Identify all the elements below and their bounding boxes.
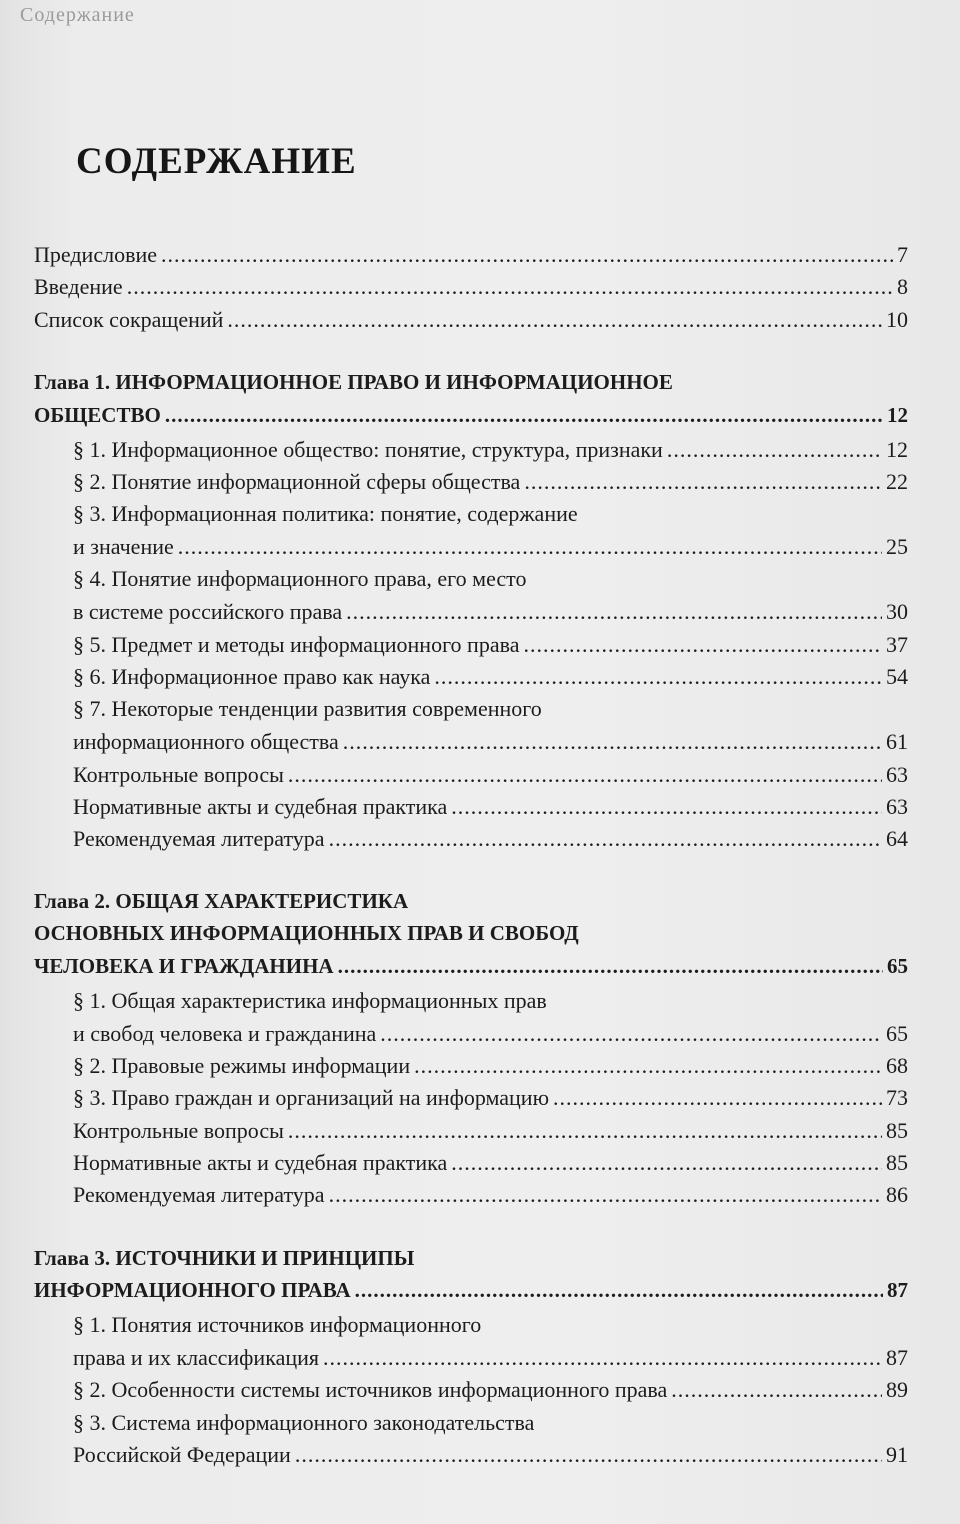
section-entry xyxy=(73,1019,908,1049)
dot-leader xyxy=(434,662,882,692)
toc-page-number: 65 xyxy=(887,954,908,978)
toc-entry-title: Контрольные вопросы xyxy=(73,1118,284,1143)
toc-entry-title: Российской Федерации xyxy=(73,1442,291,1467)
dot-leader xyxy=(161,240,893,270)
toc-page-number: 12 xyxy=(886,437,908,462)
toc-entry-title: Нормативные акты и судебная практика xyxy=(73,1150,448,1175)
section-entry xyxy=(73,1180,908,1210)
section-entry xyxy=(73,1375,908,1405)
chapter-heading: Глава 3. ИСТОЧНИКИ И ПРИНЦИПЫ xyxy=(34,1246,415,1270)
chapter-heading-last-line xyxy=(34,1275,908,1305)
dot-leader xyxy=(165,400,883,430)
dot-leader xyxy=(380,1019,882,1049)
dot-leader xyxy=(553,1083,882,1113)
toc-entry-title: в системе российского права xyxy=(73,599,343,624)
toc-entry-line: § 4. Понятие информационного права, его место xyxy=(73,566,527,591)
toc-page-number: 63 xyxy=(886,794,908,819)
dot-leader xyxy=(667,435,882,465)
toc-entry-title: и свобод человека и гражданина xyxy=(73,1021,377,1046)
chapter-heading-last-line xyxy=(34,951,908,981)
dot-leader xyxy=(178,532,882,562)
dot-leader xyxy=(451,1148,882,1178)
chapter-heading-last-line xyxy=(34,400,908,430)
front-matter-entry xyxy=(34,240,908,270)
toc-entry-line: § 1. Общая характеристика информационных прав xyxy=(73,988,547,1013)
dot-leader xyxy=(524,467,882,497)
toc-entry-line: § 3. Информационная политика: понятие, содержание xyxy=(73,501,578,526)
toc-entry-title: § 1. Информационное общество: понятие, структура, признаки xyxy=(73,437,663,462)
section-entry xyxy=(73,630,908,660)
chapter-heading: ОСНОВНЫХ ИНФОРМАЦИОННЫХ ПРАВ И СВОБОД xyxy=(34,921,579,945)
toc-entry-title: Контрольные вопросы xyxy=(73,762,284,787)
toc-page-number: 12 xyxy=(887,403,908,427)
toc-page-number: 54 xyxy=(886,664,908,689)
toc-page-number: 22 xyxy=(886,469,908,494)
dot-leader xyxy=(338,951,883,981)
toc-page-number: 8 xyxy=(897,274,908,299)
section-entry xyxy=(73,760,908,790)
toc-page-number: 30 xyxy=(886,599,908,624)
dot-leader xyxy=(295,1440,882,1470)
section-entry xyxy=(73,1116,908,1146)
toc-entry-title: § 6. Информационное право как наука xyxy=(73,664,431,689)
toc-entry-title: § 2. Понятие информационной сферы общества xyxy=(73,469,521,494)
section-entry xyxy=(73,792,908,822)
section-entry xyxy=(73,1148,908,1178)
section-entry xyxy=(73,1083,908,1113)
toc-entry-title: Введение xyxy=(34,274,123,299)
toc-page-number: 91 xyxy=(886,1442,908,1467)
toc-entry-title: ИНФОРМАЦИОННОГО ПРАВА xyxy=(34,1278,351,1302)
dot-leader xyxy=(329,1180,882,1210)
toc-entry-line: § 3. Система информационного законодательства xyxy=(73,1410,535,1435)
toc-entry-title: § 2. Правовые режимы информации xyxy=(73,1053,411,1078)
toc-entry-title: Рекомендуемая литература xyxy=(73,826,325,851)
toc-entry-line: § 7. Некоторые тенденции развития современного xyxy=(73,696,542,721)
section-entry xyxy=(73,727,908,757)
toc-page-number: 68 xyxy=(886,1053,908,1078)
dot-leader xyxy=(288,1116,882,1146)
section-entry xyxy=(73,532,908,562)
toc-entry-title: Список сокращений xyxy=(34,307,224,332)
toc-page-number: 37 xyxy=(886,632,908,657)
section-entry xyxy=(73,597,908,627)
toc-entry-title: ЧЕЛОВЕКА И ГРАЖДАНИНА xyxy=(34,954,334,978)
front-matter-entry xyxy=(34,272,908,302)
toc-entry-line: § 1. Понятия источников информационного xyxy=(73,1312,482,1337)
dot-leader xyxy=(343,727,882,757)
toc-page-number: 73 xyxy=(886,1085,908,1110)
chapter-heading: Глава 1. ИНФОРМАЦИОННОЕ ПРАВО И ИНФОРМАЦИОННОЕ xyxy=(34,370,673,394)
section-entry xyxy=(73,467,908,497)
dot-leader xyxy=(523,630,882,660)
toc-page-number: 87 xyxy=(887,1278,908,1302)
toc-page-number: 25 xyxy=(886,534,908,559)
toc-entry-title: информационного общества xyxy=(73,729,339,754)
toc-entry-title: Нормативные акты и судебная практика xyxy=(73,794,448,819)
dot-leader xyxy=(288,760,882,790)
toc-page-number: 89 xyxy=(886,1377,908,1402)
running-head: Содержание xyxy=(20,4,135,26)
toc-entry-title: Предисловие xyxy=(34,242,157,267)
dot-leader xyxy=(127,272,893,302)
dot-leader xyxy=(451,792,882,822)
front-matter-entry xyxy=(34,305,908,335)
toc-page-number: 10 xyxy=(886,307,908,332)
toc-entry-title: § 3. Право граждан и организаций на информацию xyxy=(73,1085,550,1110)
toc-page-number: 61 xyxy=(886,729,908,754)
page-title: СОДЕРЖАНИЕ xyxy=(76,141,357,182)
chapter-heading: Глава 2. ОБЩАЯ ХАРАКТЕРИСТИКА xyxy=(34,889,409,913)
dot-leader xyxy=(346,597,882,627)
section-entry xyxy=(73,662,908,692)
dot-leader xyxy=(329,824,882,854)
dot-leader xyxy=(355,1275,883,1305)
toc-entry-title: § 5. Предмет и методы информационного права xyxy=(73,632,520,657)
dot-leader xyxy=(323,1343,882,1373)
toc-entry-title: права и их классификация xyxy=(73,1345,319,1370)
toc-page-number: 85 xyxy=(886,1118,908,1143)
toc-page-number: 86 xyxy=(886,1182,908,1207)
toc-page-number: 64 xyxy=(886,826,908,851)
section-entry xyxy=(73,824,908,854)
toc-entry-title: и значение xyxy=(73,534,174,559)
section-entry xyxy=(73,1440,908,1470)
dot-leader xyxy=(671,1375,882,1405)
dot-leader xyxy=(227,305,882,335)
section-entry xyxy=(73,435,908,465)
section-entry xyxy=(73,1343,908,1373)
toc-entry-title: § 2. Особенности системы источников информационного права xyxy=(73,1377,668,1402)
section-entry xyxy=(73,1051,908,1081)
toc-page-number: 65 xyxy=(886,1021,908,1046)
toc-entry-title: Рекомендуемая литература xyxy=(73,1182,325,1207)
toc-entry-title: ОБЩЕСТВО xyxy=(34,403,161,427)
dot-leader xyxy=(414,1051,882,1081)
toc-page-number: 87 xyxy=(886,1345,908,1370)
toc-page-number: 63 xyxy=(886,762,908,787)
toc-page-number: 7 xyxy=(897,242,908,267)
toc-page-number: 85 xyxy=(886,1150,908,1175)
